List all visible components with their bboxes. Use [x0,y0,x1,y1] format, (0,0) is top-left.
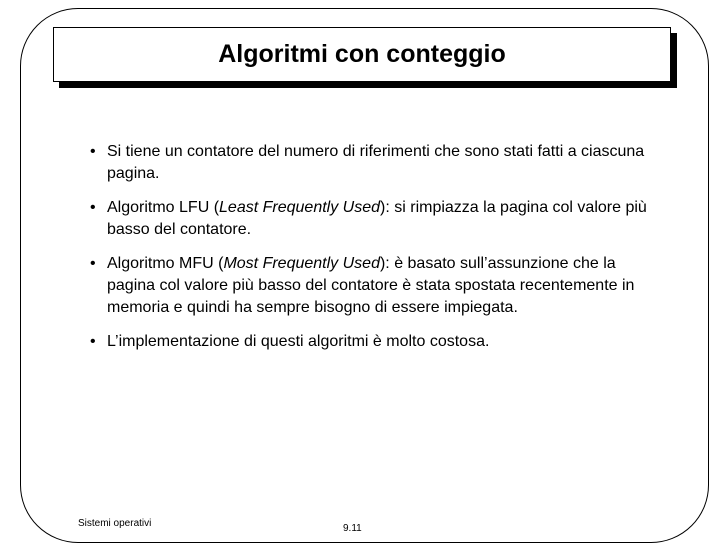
title-box [53,27,671,82]
footer-page-number: 9.11 [343,523,362,534]
slide-title: Algoritmi con conteggio [218,40,506,68]
bullet-icon: • [90,143,96,160]
bullet-item-4 [90,331,650,353]
bullet-item-1 [90,141,650,185]
bullet-list [90,141,650,365]
bullet-icon: • [90,255,96,272]
bullet-text-emphasis: Most Frequently Used [223,255,380,272]
bullet-text-pre: Algoritmo MFU ( [107,255,224,272]
bullet-text-emphasis: Least Frequently Used [219,199,381,216]
footer-course: Sistemi operativi [78,518,152,529]
bullet-icon: • [90,199,96,216]
bullet-text: L’implementazione di questi algoritmi è molto costosa. [107,333,490,350]
bullet-text-pre: Algoritmo LFU ( [107,199,220,216]
bullet-text-post: ): è basato sull’assunzione che la pagina col valore più basso del contatore è stata spostata recentemente in memoria e quindi ha sempre bisogno di essere impiegata. [107,255,635,316]
bullet-item-2 [90,197,650,241]
bullet-text: Si tiene un contatore del numero di riferimenti che sono stati fatti a ciascuna pagina. [107,143,645,182]
bullet-text-post: ): si rimpiazza la pagina col valore più basso del contatore. [107,199,647,238]
bullet-icon: • [90,333,96,350]
bullet-item-3 [90,253,650,319]
